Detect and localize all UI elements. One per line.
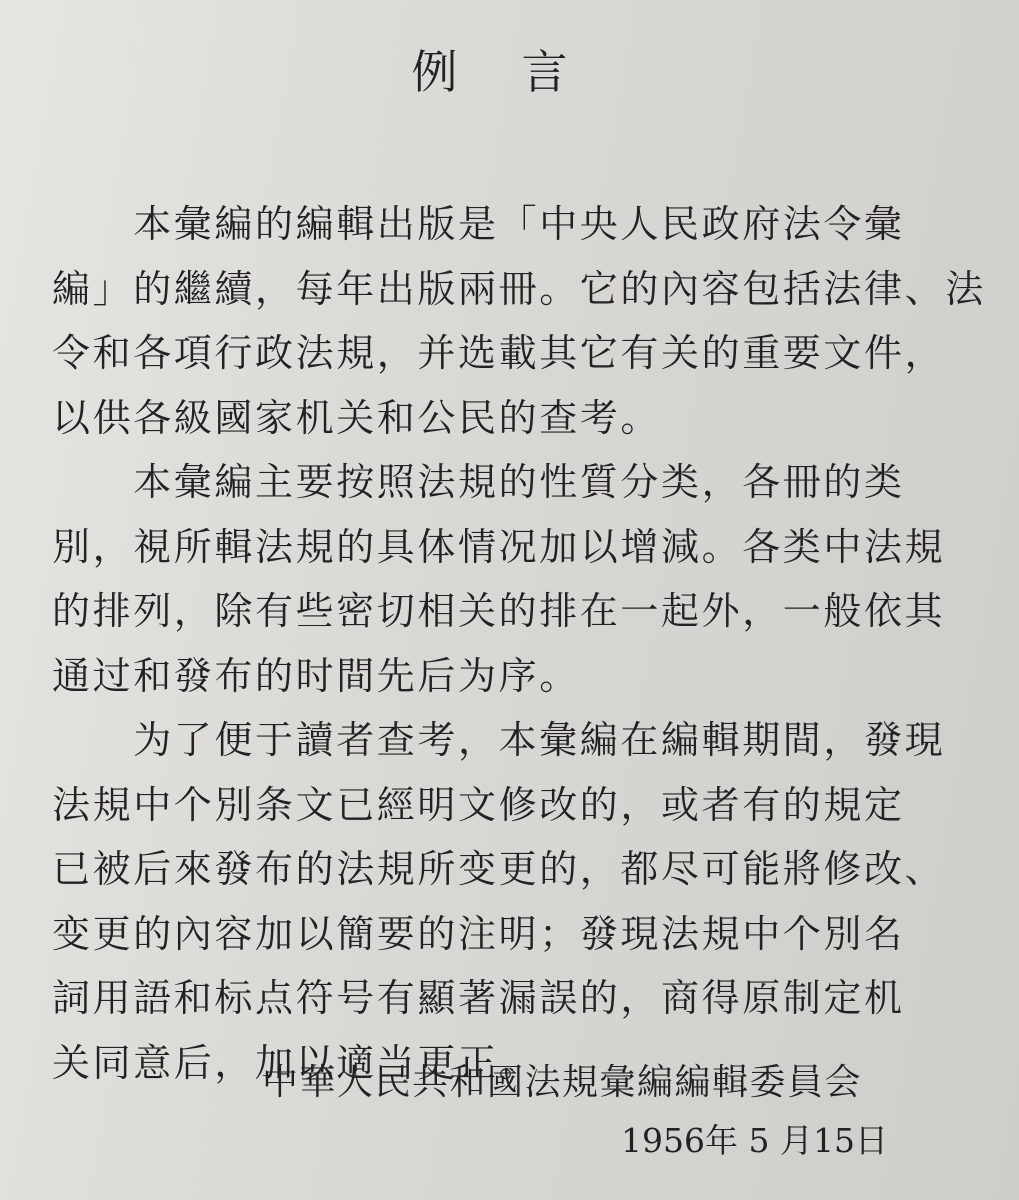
text-line: 令和各項行政法規，并选載其它有关的重要文件，	[52, 331, 946, 375]
text-line: 詞用語和标点符号有顯著漏誤的，商得原制定机	[52, 976, 905, 1020]
text-line: 变更的內容加以簡要的注明；發現法規中个別名	[52, 911, 905, 956]
text-line: 通过和發布的时間先后为序。	[52, 653, 580, 698]
text-line: 为了便于讀者查考，本彙編在編輯期間，發現	[52, 718, 946, 762]
body-text	[52, 192, 986, 1095]
date: 1956年 5 月15日	[621, 1121, 888, 1160]
signature: 中華人民共和國法規彙編編輯委員会	[261, 1062, 862, 1103]
text-line: 关同意后，加以適当更正。	[52, 1040, 540, 1085]
text-line: 法規中个別条文已經明文修改的，或者有的規定	[52, 782, 905, 827]
text-line: 本彙編主要按照法規的性質分类，各冊的类	[52, 460, 905, 504]
text-line: 本彙編的編輯出版是「中央人民政府法令彙	[52, 202, 905, 246]
page-title: 例言	[411, 45, 632, 99]
text-line: 已被后來發布的法規所变更的，都尽可能將修改、	[52, 847, 946, 891]
text-line: 以供各級國家机关和公民的查考。	[52, 395, 662, 440]
text-line: 別，視所輯法規的具体情况加以增減。各类中法規	[52, 524, 946, 569]
text-line: 的排列，除有些密切相关的排在一起外，一般依其	[52, 589, 946, 633]
text-line: 編」的繼續，每年出版兩冊。它的內容包括法律、法	[52, 266, 986, 311]
